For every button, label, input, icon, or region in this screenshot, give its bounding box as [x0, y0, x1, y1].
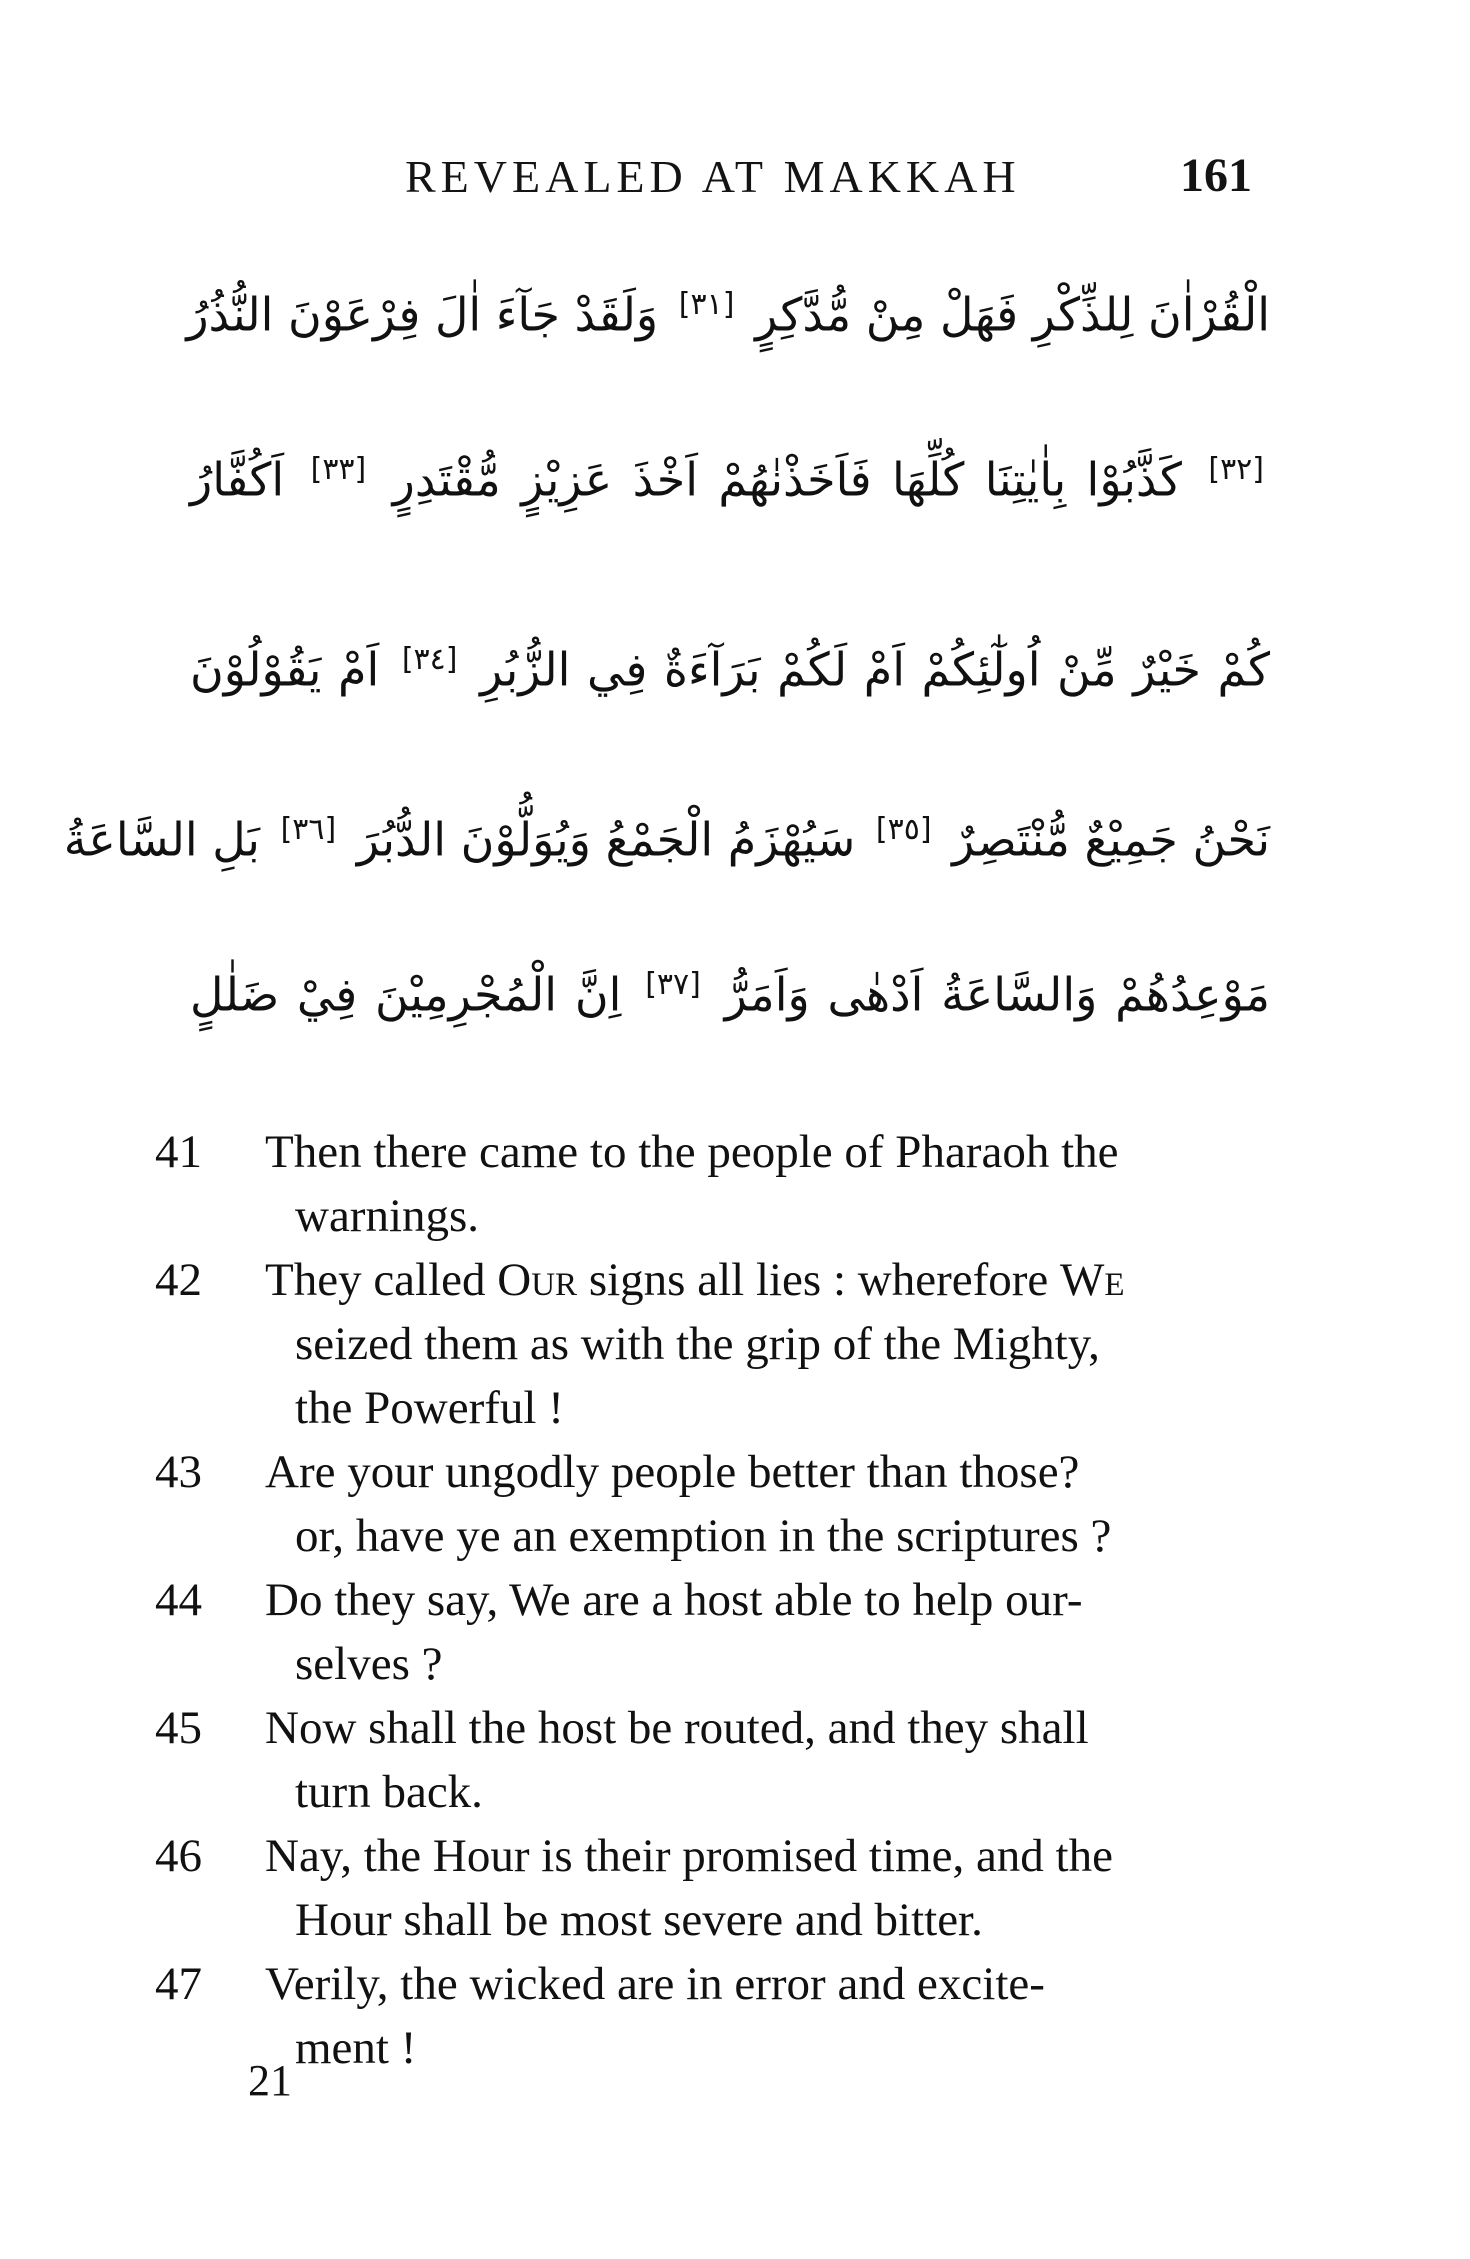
- verse-line: Verily, the wicked are in error and excite-: [265, 1958, 1045, 2010]
- verse-42: [155, 1248, 1285, 1440]
- arabic-line-2: [190, 430, 1270, 519]
- verse-line: Then there came to the people of Pharaoh the: [265, 1126, 1119, 1178]
- arabic-text: اَمْ يَقُوْلُوْنَ: [190, 642, 380, 697]
- verse-number: 47: [155, 1958, 202, 2010]
- arabic-line-1: [186, 265, 1270, 354]
- verse-marker: [٣٦]: [280, 812, 337, 847]
- verse-number: 41: [155, 1126, 202, 1178]
- arabic-text: الْقُرْاٰنَ لِلذِّكْرِ فَهَلْ مِنْ مُّدَّكِرٍ: [755, 287, 1270, 342]
- arabic-text: سَيُهْزَمُ الْجَمْعُ وَيُوَلُّوْنَ الدُّبُرَ: [356, 812, 856, 867]
- arabic-text: كُمْ خَيْرٌ مِّنْ اُولٰٓئِكُمْ اَمْ لَكُمْ بَرَآءَةٌ فِي الزُّبُرِ: [480, 642, 1271, 697]
- verse-line: They called: [265, 1254, 498, 1306]
- verse-marker: [٣٥]: [875, 812, 932, 847]
- arabic-line-3: [190, 620, 1270, 709]
- verse-line: warnings.: [295, 1190, 480, 1242]
- verse-line: ment !: [295, 2022, 417, 2074]
- verse-line: We: [1060, 1254, 1125, 1306]
- arabic-line-4: [63, 790, 1270, 879]
- arabic-line-5: [190, 945, 1270, 1034]
- verse-number: 42: [155, 1254, 202, 1306]
- arabic-text: مَوْعِدُهُمْ وَالسَّاعَةُ اَدْهٰى وَاَمَرُّ: [724, 967, 1270, 1022]
- verse-line: Now shall the host be routed, and they shall: [265, 1702, 1089, 1754]
- verse-line: seized them as with the grip of the Mighty,: [295, 1318, 1100, 1370]
- verse-44: [155, 1568, 1285, 1696]
- arabic-text: وَلَقَدْ جَآءَ اٰلَ فِرْعَوْنَ النُّذُرُ: [186, 287, 659, 342]
- verse-number: 46: [155, 1830, 202, 1882]
- verse-43: [155, 1440, 1285, 1568]
- verse-marker: [٣٤]: [401, 642, 458, 677]
- arabic-text: بَلِ السَّاعَةُ: [63, 812, 260, 867]
- arabic-text: كَذَّبُوْا بِاٰيٰتِنَا كُلِّهَا فَاَخَذْنٰهُمْ اَخْذَ عَزِيْزٍ مُّقْتَدِرٍ: [392, 452, 1182, 507]
- verse-line: or, have ye an exemption in the scriptures ?: [295, 1510, 1112, 1562]
- verse-line: Hour shall be most severe and bitter.: [295, 1894, 983, 1946]
- verse-47: [155, 1952, 1285, 2080]
- verse-line: Are your ungodly people better than those?: [265, 1446, 1080, 1498]
- arabic-text: نَحْنُ جَمِيْعٌ مُّنْتَصِرٌ: [952, 812, 1270, 867]
- verse-46: [155, 1824, 1285, 1952]
- verse-line: turn back.: [295, 1766, 483, 1818]
- verse-marker: [٣٣]: [310, 452, 367, 487]
- verse-line: Our: [497, 1254, 578, 1306]
- signature-mark: 21: [248, 2056, 292, 2105]
- page-number: 161: [1180, 149, 1252, 202]
- verse-number: 44: [155, 1574, 202, 1626]
- verse-marker: [٣٧]: [645, 967, 701, 1002]
- verse-number: 43: [155, 1446, 202, 1498]
- verse-line: signs all lies : wherefore: [577, 1254, 1060, 1306]
- verse-number: 45: [155, 1702, 202, 1754]
- verse-41: [155, 1120, 1285, 1248]
- verse-line: the Powerful !: [295, 1382, 564, 1434]
- arabic-text: اَكُفَّارُ: [190, 452, 285, 507]
- verse-marker: [٣٢]: [1208, 452, 1265, 487]
- verse-line: Do they say, We are a host able to help our-: [265, 1574, 1083, 1626]
- arabic-text: اِنَّ الْمُجْرِمِيْنَ فِيْ ضَلٰلٍ: [190, 967, 622, 1022]
- verse-line: selves ?: [295, 1638, 443, 1690]
- verse-marker: [٣١]: [678, 287, 735, 322]
- verse-line: Nay, the Hour is their promised time, and the: [265, 1830, 1113, 1882]
- running-head: REVEALED AT MAKKAH: [405, 151, 1021, 202]
- verse-45: [155, 1696, 1285, 1824]
